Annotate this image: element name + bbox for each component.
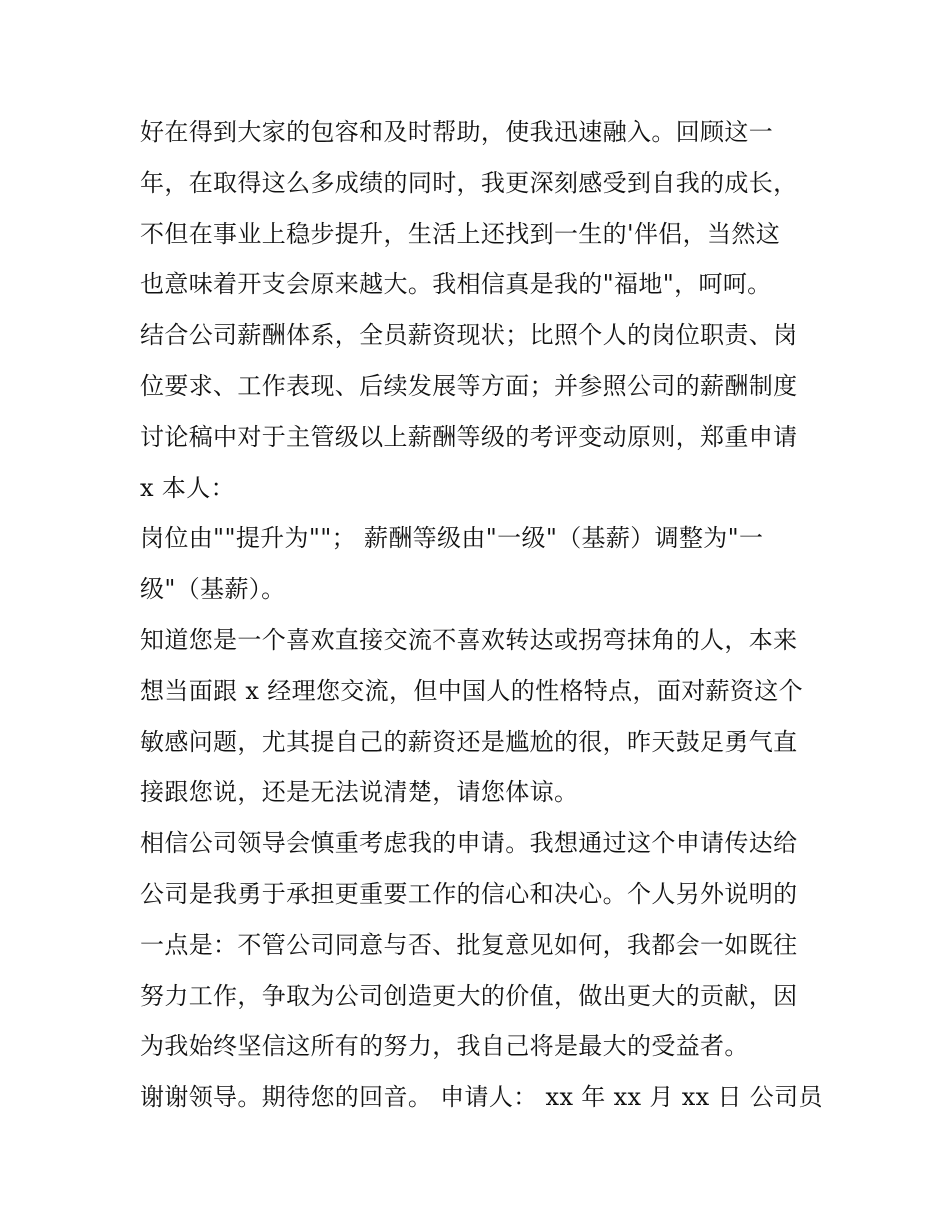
text-line: 努力工作，争取为公司创造更大的价值，做出更大的贡献，因	[140, 981, 798, 1010]
text-line: 也意味着开支会原来越大。我相信真是我的"福地"，呵呵。	[140, 270, 772, 299]
text-line: 级"（基薪）。	[140, 575, 286, 604]
text-line: 知道您是一个喜欢直接交流不喜欢转达或拐弯抹角的人，本来	[140, 625, 798, 654]
text-line: 结合公司薪酬体系，全员薪资现状；比照个人的岗位职责、岗	[140, 321, 798, 350]
text-line: 不但在事业上稳步提升，生活上还找到一生的'伴侣，当然这	[140, 219, 781, 248]
text-line: 年，在取得这么多成绩的同时，我更深刻感受到自我的成长，	[140, 168, 798, 197]
text-line: 公司是我勇于承担更重要工作的信心和决心。个人另外说明的	[140, 879, 798, 908]
document-body	[140, 107, 823, 1123]
text-line: x 本人：	[140, 473, 235, 502]
text-line: 讨论稿中对于主管级以上薪酬等级的考评变动原则，郑重申请	[140, 422, 798, 451]
text-line: 好在得到大家的包容和及时帮助，使我迅速融入。回顾这一	[140, 118, 774, 146]
text-line: 敏感问题，尤其提自己的薪资还是尴尬的很，昨天鼓足勇气直	[140, 727, 798, 756]
text-line: 位要求、工作表现、后续发展等方面；并参照公司的薪酬制度	[140, 371, 798, 400]
text-line: 接跟您说，还是无法说清楚，请您体谅。	[140, 778, 579, 807]
text-line: 想当面跟 x 经理您交流，但中国人的性格特点，面对薪资这个	[140, 676, 803, 705]
text-line: 岗位由""提升为""； 薪酬等级由"一级"（基薪）调整为"一	[140, 524, 764, 553]
text-line: 谢谢领导。期待您的回音。 申请人： xx 年 xx 月 xx 日 公司员	[140, 1083, 823, 1112]
text-line: 一点是：不管公司同意与否、批复意见如何，我都会一如既往	[140, 930, 798, 959]
text-line: 相信公司领导会慎重考虑我的申请。我想通过这个申请传达给	[140, 829, 798, 858]
text-line: 为我始终坚信这所有的努力，我自己将是最大的受益者。	[140, 1032, 749, 1061]
